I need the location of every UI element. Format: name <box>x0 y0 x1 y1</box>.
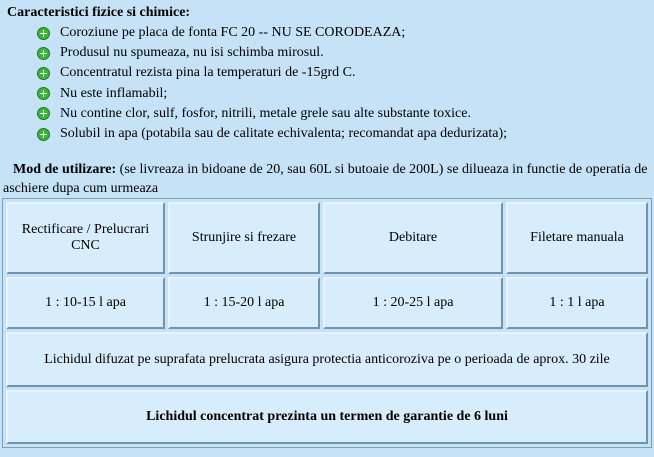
plus-circle-icon <box>37 47 50 60</box>
dilution-table <box>2 198 652 448</box>
table-row <box>6 277 648 329</box>
list-item <box>37 63 507 83</box>
list-item-text: Coroziune pe placa de fonta FC 20 -- NU SE CORODEAZA; <box>60 25 406 41</box>
protection-note-cell: Lichidul difuzat pe suprafata prelucrata asigura protectia anticoroziva pe o perioada de aprox. 30 zile <box>6 332 648 387</box>
characteristics-list <box>37 23 507 144</box>
value-cell: 1 : 15-20 l apa <box>168 277 320 329</box>
list-item-text: Produsul nu spumeaza, nu isi schimba mirosul. <box>60 45 324 61</box>
guarantee-cell: Lichidul concentrat prezinta un termen de garantie de 6 luni <box>6 390 648 444</box>
list-item <box>37 124 507 144</box>
usage-label: Mod de utilizare: <box>13 162 117 177</box>
value-cell: 1 : 10-15 l apa <box>6 277 165 329</box>
table-row <box>6 332 648 387</box>
value-cell: 1 : 1 l apa <box>506 277 648 329</box>
table-row <box>6 390 648 444</box>
plus-circle-icon <box>37 67 50 80</box>
header-cell: Strunjire si frezare <box>168 202 320 274</box>
list-item-text: Concentratul rezista pina la temperaturi de -15grd C. <box>60 65 356 81</box>
plus-circle-icon <box>37 27 50 40</box>
header-cell: Rectificare / Prelucrari CNC <box>6 202 165 274</box>
usage-text: (se livreaza in bidoane de 20, sau 60L si butoaie de 200L) se dilueaza in functie de operatia de aschiere dupa cum urmeaza <box>3 162 648 196</box>
value-cell: 1 : 20-25 l apa <box>323 277 503 329</box>
list-item-text: Nu contine clor, sulf, fosfor, nitrili, metale grele sau alte substante toxice. <box>60 105 471 121</box>
plus-circle-icon <box>37 128 50 141</box>
table-header-row <box>6 202 648 274</box>
list-item <box>37 104 507 124</box>
list-item <box>37 23 507 43</box>
list-item <box>37 84 507 104</box>
section-heading: Caracteristici fizice si chimice: <box>7 5 191 20</box>
plus-circle-icon <box>37 87 50 100</box>
usage-paragraph <box>3 160 651 198</box>
list-item <box>37 43 507 63</box>
plus-circle-icon <box>37 107 50 120</box>
header-cell: Debitare <box>323 202 503 274</box>
list-item-text: Nu este inflamabil; <box>60 85 168 101</box>
list-item-text: Solubil in apa (potabila sau de calitate echivalenta; recomandat apa dedurizata); <box>60 126 508 142</box>
header-cell: Filetare manuala <box>506 202 648 274</box>
